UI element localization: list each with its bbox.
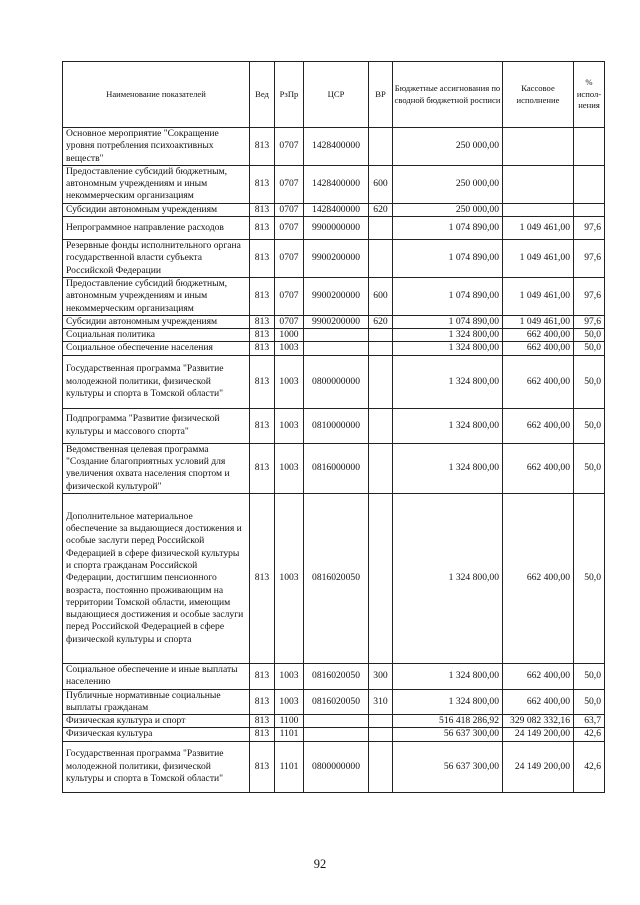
cell-ved: 813 xyxy=(250,342,275,355)
cell-vr: 600 xyxy=(369,277,393,315)
page-number: 92 xyxy=(313,857,327,871)
cell-csr xyxy=(304,715,369,728)
cell-pct: 50,0 xyxy=(574,408,605,443)
cell-rzpr: 1003 xyxy=(275,355,304,408)
cell-kassa xyxy=(503,128,574,166)
table-row xyxy=(63,203,605,216)
header-name: Наименование показателей xyxy=(63,62,250,128)
cell-csr: 0816020050 xyxy=(304,493,369,663)
table-row xyxy=(63,443,605,493)
table-row xyxy=(63,741,605,792)
table-row xyxy=(63,342,605,355)
cell-vr xyxy=(369,128,393,166)
cell-ved: 813 xyxy=(250,408,275,443)
cell-csr: 9900200000 xyxy=(304,277,369,315)
cell-budget: 1 324 800,00 xyxy=(393,342,503,355)
cell-ved: 813 xyxy=(250,165,275,203)
table-row xyxy=(63,355,605,408)
cell-kassa: 662 400,00 xyxy=(503,408,574,443)
header-csr: ЦСР xyxy=(304,62,369,128)
cell-name: Дополнительное материальное обеспечение за выдающиеся достижения и особые заслуги перед Российской Федерацией в сфере физической культуры и спорта гражданам Российской Федерации, достигшим пенсионного возраста, постоянно проживающим на территории Томской области, имеющим выдающиеся достижения и особые заслуги перед Российской Федерацией в сфере физической культуры и спорта xyxy=(63,493,250,663)
cell-budget: 1 324 800,00 xyxy=(393,493,503,663)
cell-csr: 0810000000 xyxy=(304,408,369,443)
header-rzpr: РзПр xyxy=(275,62,304,128)
cell-kassa: 24 149 200,00 xyxy=(503,741,574,792)
table-row xyxy=(63,663,605,689)
cell-rzpr: 0707 xyxy=(275,165,304,203)
cell-csr: 0816020050 xyxy=(304,663,369,689)
cell-pct: 97,6 xyxy=(574,240,605,278)
budget-table xyxy=(62,61,605,793)
cell-name: Физическая культура и спорт xyxy=(63,715,250,728)
cell-ved: 813 xyxy=(250,128,275,166)
cell-vr xyxy=(369,355,393,408)
cell-budget: 1 074 890,00 xyxy=(393,277,503,315)
table-row xyxy=(63,408,605,443)
cell-ved: 813 xyxy=(250,315,275,328)
cell-kassa: 662 400,00 xyxy=(503,663,574,689)
cell-pct: 50,0 xyxy=(574,329,605,342)
cell-kassa: 662 400,00 xyxy=(503,329,574,342)
cell-csr xyxy=(304,329,369,342)
cell-ved: 813 xyxy=(250,217,275,240)
cell-rzpr: 1003 xyxy=(275,663,304,689)
cell-rzpr: 0707 xyxy=(275,315,304,328)
cell-vr xyxy=(369,240,393,278)
cell-vr xyxy=(369,408,393,443)
cell-kassa: 1 049 461,00 xyxy=(503,217,574,240)
cell-ved: 813 xyxy=(250,728,275,741)
cell-kassa: 329 082 332,16 xyxy=(503,715,574,728)
header-ved: Вед xyxy=(250,62,275,128)
cell-rzpr: 1101 xyxy=(275,728,304,741)
cell-csr: 9900200000 xyxy=(304,315,369,328)
cell-pct: 97,6 xyxy=(574,277,605,315)
cell-kassa xyxy=(503,165,574,203)
cell-kassa: 662 400,00 xyxy=(503,493,574,663)
cell-budget: 1 324 800,00 xyxy=(393,443,503,493)
cell-pct: 50,0 xyxy=(574,689,605,715)
table-row xyxy=(63,728,605,741)
cell-budget: 250 000,00 xyxy=(393,203,503,216)
cell-csr xyxy=(304,728,369,741)
cell-pct: 97,6 xyxy=(574,217,605,240)
cell-rzpr: 1003 xyxy=(275,408,304,443)
cell-vr xyxy=(369,443,393,493)
cell-name: Публичные нормативные социальные выплаты гражданам xyxy=(63,689,250,715)
cell-csr: 0800000000 xyxy=(304,741,369,792)
cell-name: Предоставление субсидий бюджетным, автономным учреждениям и иным некоммерческим организациям xyxy=(63,277,250,315)
cell-budget: 1 324 800,00 xyxy=(393,355,503,408)
cell-vr xyxy=(369,493,393,663)
cell-pct: 42,6 xyxy=(574,728,605,741)
cell-kassa: 1 049 461,00 xyxy=(503,240,574,278)
table-body xyxy=(63,128,605,793)
cell-budget: 250 000,00 xyxy=(393,165,503,203)
cell-kassa: 1 049 461,00 xyxy=(503,315,574,328)
cell-ved: 813 xyxy=(250,689,275,715)
cell-name: Физическая культура xyxy=(63,728,250,741)
cell-ved: 813 xyxy=(250,277,275,315)
cell-rzpr: 0707 xyxy=(275,203,304,216)
cell-pct: 63,7 xyxy=(574,715,605,728)
cell-pct: 50,0 xyxy=(574,443,605,493)
cell-pct: 50,0 xyxy=(574,493,605,663)
table-row xyxy=(63,217,605,240)
cell-pct xyxy=(574,165,605,203)
cell-vr xyxy=(369,342,393,355)
cell-budget: 1 074 890,00 xyxy=(393,240,503,278)
cell-budget: 250 000,00 xyxy=(393,128,503,166)
cell-name: Непрограммное направление расходов xyxy=(63,217,250,240)
cell-rzpr: 1003 xyxy=(275,493,304,663)
cell-name: Основное мероприятие "Сокращение уровня потребления психоактивных веществ" xyxy=(63,128,250,166)
cell-name: Предоставление субсидий бюджетным, автономным учреждениям и иным некоммерческим организациям xyxy=(63,165,250,203)
cell-csr: 9900000000 xyxy=(304,217,369,240)
cell-name: Социальная политика xyxy=(63,329,250,342)
cell-rzpr: 0707 xyxy=(275,277,304,315)
cell-ved: 813 xyxy=(250,741,275,792)
cell-budget: 56 637 300,00 xyxy=(393,741,503,792)
table-row xyxy=(63,315,605,328)
cell-ved: 813 xyxy=(250,443,275,493)
cell-vr: 620 xyxy=(369,203,393,216)
cell-name: Государственная программа "Развитие молодежной политики, физической культуры и спорта в Томской области" xyxy=(63,741,250,792)
cell-ved: 813 xyxy=(250,663,275,689)
cell-vr xyxy=(369,741,393,792)
cell-csr: 1428400000 xyxy=(304,128,369,166)
cell-rzpr: 1003 xyxy=(275,689,304,715)
cell-pct xyxy=(574,128,605,166)
table-row xyxy=(63,277,605,315)
cell-rzpr: 1003 xyxy=(275,342,304,355)
cell-budget: 1 324 800,00 xyxy=(393,689,503,715)
cell-vr xyxy=(369,715,393,728)
cell-pct: 42,6 xyxy=(574,741,605,792)
cell-pct: 50,0 xyxy=(574,663,605,689)
cell-ved: 813 xyxy=(250,715,275,728)
table-header-row xyxy=(63,62,605,128)
table-row xyxy=(63,329,605,342)
table-row xyxy=(63,689,605,715)
cell-vr: 620 xyxy=(369,315,393,328)
cell-budget: 1 324 800,00 xyxy=(393,663,503,689)
cell-csr: 1428400000 xyxy=(304,165,369,203)
cell-budget: 56 637 300,00 xyxy=(393,728,503,741)
header-pct: % испол-нения xyxy=(574,62,605,128)
cell-name: Государственная программа "Развитие молодежной политики, физической культуры и спорта в Томской области" xyxy=(63,355,250,408)
header-vr: ВР xyxy=(369,62,393,128)
table-row xyxy=(63,240,605,278)
cell-rzpr: 1003 xyxy=(275,443,304,493)
cell-csr: 0800000000 xyxy=(304,355,369,408)
cell-rzpr: 1100 xyxy=(275,715,304,728)
cell-csr: 0816000000 xyxy=(304,443,369,493)
cell-pct: 50,0 xyxy=(574,355,605,408)
cell-kassa: 662 400,00 xyxy=(503,355,574,408)
cell-ved: 813 xyxy=(250,203,275,216)
header-budget: Бюджетные ассигнования по сводной бюджетной росписи xyxy=(393,62,503,128)
cell-kassa xyxy=(503,203,574,216)
cell-vr: 300 xyxy=(369,663,393,689)
cell-pct: 50,0 xyxy=(574,342,605,355)
cell-budget: 1 074 890,00 xyxy=(393,315,503,328)
cell-rzpr: 0707 xyxy=(275,240,304,278)
cell-budget: 1 074 890,00 xyxy=(393,217,503,240)
table-row xyxy=(63,715,605,728)
cell-name: Социальное обеспечение и иные выплаты населению xyxy=(63,663,250,689)
cell-kassa: 662 400,00 xyxy=(503,689,574,715)
cell-vr xyxy=(369,728,393,741)
cell-kassa: 662 400,00 xyxy=(503,443,574,493)
cell-name: Субсидии автономным учреждениям xyxy=(63,315,250,328)
cell-csr xyxy=(304,342,369,355)
cell-ved: 813 xyxy=(250,355,275,408)
cell-name: Подпрограмма "Развитие физической культуры и массового спорта" xyxy=(63,408,250,443)
cell-vr xyxy=(369,217,393,240)
cell-vr: 310 xyxy=(369,689,393,715)
cell-kassa: 662 400,00 xyxy=(503,342,574,355)
cell-pct xyxy=(574,203,605,216)
cell-kassa: 24 149 200,00 xyxy=(503,728,574,741)
cell-name: Резервные фонды исполнительного органа государственной власти субъекта Российской Федерации xyxy=(63,240,250,278)
cell-csr: 1428400000 xyxy=(304,203,369,216)
cell-ved: 813 xyxy=(250,329,275,342)
cell-vr: 600 xyxy=(369,165,393,203)
cell-ved: 813 xyxy=(250,493,275,663)
cell-pct: 97,6 xyxy=(574,315,605,328)
cell-kassa: 1 049 461,00 xyxy=(503,277,574,315)
cell-rzpr: 0707 xyxy=(275,217,304,240)
cell-budget: 516 418 286,92 xyxy=(393,715,503,728)
table-row xyxy=(63,493,605,663)
table-row xyxy=(63,128,605,166)
cell-name: Субсидии автономным учреждениям xyxy=(63,203,250,216)
table-row xyxy=(63,165,605,203)
cell-rzpr: 1101 xyxy=(275,741,304,792)
cell-name: Ведомственная целевая программа "Создание благоприятных условий для увеличения охвата населения спортом и физической культурой" xyxy=(63,443,250,493)
cell-rzpr: 1000 xyxy=(275,329,304,342)
cell-ved: 813 xyxy=(250,240,275,278)
cell-name: Социальное обеспечение населения xyxy=(63,342,250,355)
cell-budget: 1 324 800,00 xyxy=(393,408,503,443)
cell-rzpr: 0707 xyxy=(275,128,304,166)
cell-budget: 1 324 800,00 xyxy=(393,329,503,342)
header-kassa: Кассовое исполнение xyxy=(503,62,574,128)
cell-csr: 9900200000 xyxy=(304,240,369,278)
cell-csr: 0816020050 xyxy=(304,689,369,715)
cell-vr xyxy=(369,329,393,342)
